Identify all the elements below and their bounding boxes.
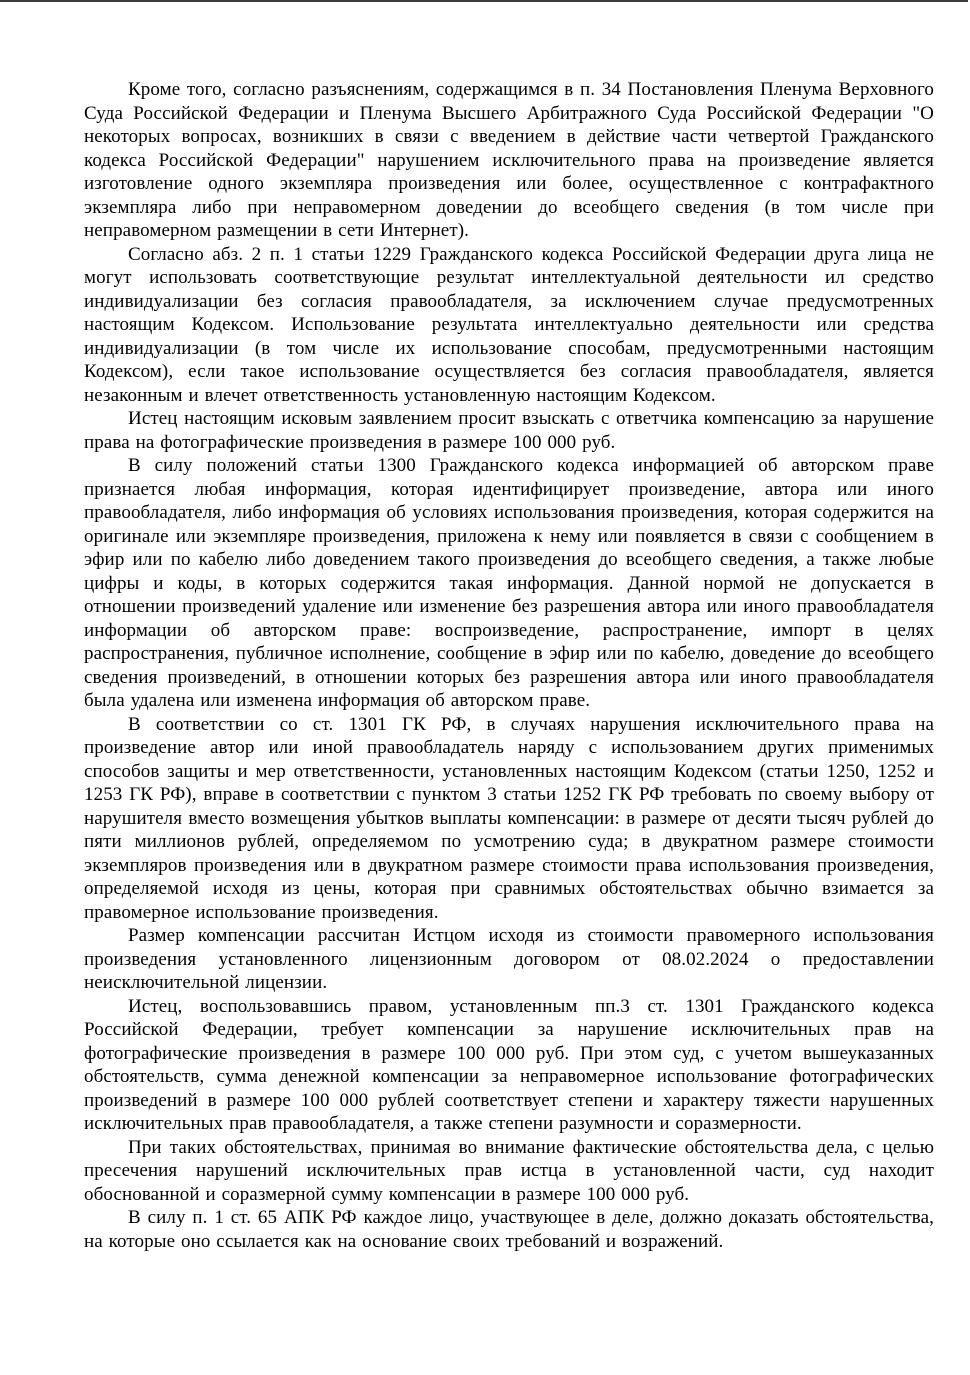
paragraph-court-finding: При таких обстоятельствах, принимая во внимание фактические обстоятельства дела, с целью пресечения нарушений исключительных прав истца в установленной части, суд находит обоснованной и соразмерной сумму компенсации в размере 100 000 руб. [84,1136,934,1205]
paragraph-apk-65: В силу п. 1 ст. 65 АПК РФ каждое лицо, участвующее в деле, должно доказать обстоятельства, на которые оно ссылается как на основание своих требований и возражений. [84,1207,934,1252]
paragraph-article-1300: В силу положений статьи 1300 Гражданского кодекса информацией об авторском праве признается любая информация, которая идентифицирует произведение, автора или иного правообладателя, либо информация об условиях использования произведения, которая содержится на оригинале или экземпляре произведения, приложена к нему или появляется в связи с сообщением в эфир или по кабелю либо доведением такого произведения до всеобщего сведения, а также любые цифры и коды, в которых содержится такая информация. Данной нормой не допускается в отношении произведений удаление или изменение без разрешения автора или иного правообладателя информации об авторском праве: воспроизведение, распространение, импорт в целях распространения, публичное исполнение, сообщение в эфир или по кабелю, доведение до всеобщего сведения произведений, в отношении которых без разрешения автора или иного правообладателя была удалена или изменена информация об авторском праве. [84,455,934,711]
paragraph-article-1229: Согласно абз. 2 п. 1 статьи 1229 Гражданского кодекса Российской Федерации друга лица не могут использовать соответствующие результат интеллектуальной деятельности ил средство индивидуализации без согласия правообладателя, за исключением случае предусмотренных настоящим Кодексом. Использование результата интеллектуально деятельности или средства индивидуализации (в том числе их использование способам, предусмотренными настоящим Кодексом), если такое использование осуществляется без согласия правообладателя, является незаконным и влечет ответственность установленную настоящим Кодексом. [84,243,934,406]
paragraph-article-1301: В соответствии со ст. 1301 ГК РФ, в случаях нарушения исключительного права на произведение автор или иной правообладатель наряду с использованием других применимых способов защиты и мер ответственности, установленных настоящим Кодексом (статьи 1250, 1252 и 1253 ГК РФ), вправе в соответствии с пунктом 3 статьи 1252 ГК РФ требовать по своему выбору от нарушителя вместо возмещения убытков выплаты компенсации: в размере от десяти тысяч рублей до пяти миллионов рублей, определяемом по усмотрению суда; в двукратном размере стоимости экземпляров произведения или в двукратном размере стоимости права использования произведения, определяемой исходя из цены, которая при сравнимых обстоятельствах обычно взимается за правомерное использование произведения. [84,713,934,923]
paragraph-plenum-34: Кроме того, согласно разъяснениям, содержащимся в п. 34 Постановления Пленума Верховного Суда Российской Федерации и Пленума Высшего Арбитражного Суда Российской Федерации "О некоторых вопросах, возникших в связи с введением в действие части четвертой Гражданского кодекса Российской Федерации" нарушением исключительного права на произведение является изготовление одного экземпляра произведения или более, осуществленное с контрафактного экземпляра либо при неправомерном доведении до всеобщего сведения (в том числе при неправомерном размещении в сети Интернет). [84,79,934,241]
document-text-body [84,78,934,1253]
paragraph-claim-amount: Истец, воспользовавшись правом, установленным пп.3 ст. 1301 Гражданского кодекса Российской Федерации, требует компенсации за нарушение исключительных прав на фотографические произведения в размере 100 000 руб. При этом суд, с учетом вышеуказанных обстоятельств, сумма денежной компенсации за неправомерное использование фотографических произведений в размере 100 000 рублей соответствует степени и характеру тяжести нарушенных исключительных прав правообладателя, а также степени разумности и соразмерности. [84,995,934,1134]
page-top-rule [0,0,968,2]
paragraph-claim-compensation: Истец настоящим исковым заявлением просит взыскать с ответчика компенсацию за нарушение права на фотографические произведения в размере 100 000 руб. [84,408,934,453]
paragraph-compensation-calculation: Размер компенсации рассчитан Истцом исходя из стоимости правомерного использования произведения установленного лицензионным договором от 08.02.2024 о предоставлении неисключительной лицензии. [84,925,934,993]
